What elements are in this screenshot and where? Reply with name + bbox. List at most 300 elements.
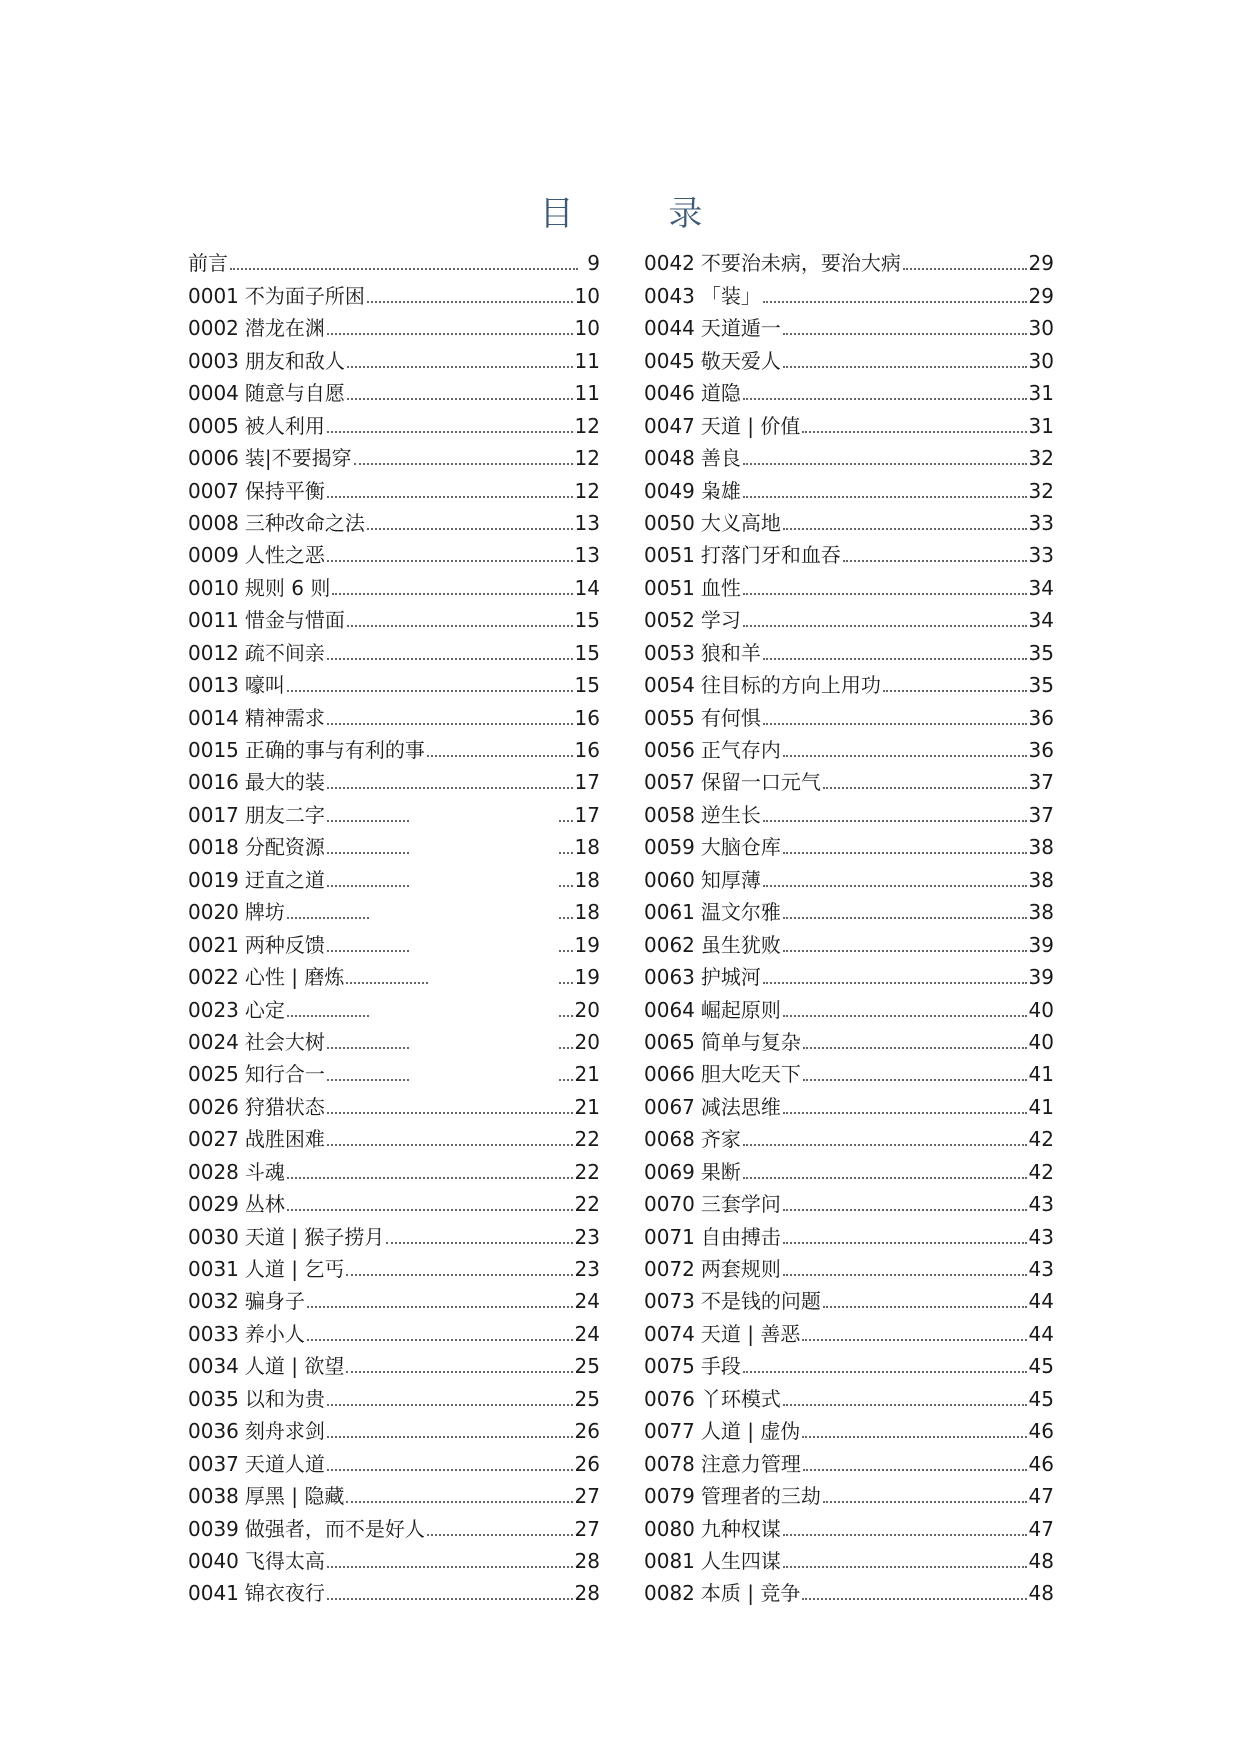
- toc-entry-title: 天道 | 善恶: [700, 1321, 801, 1346]
- toc-dot-leader: [559, 1047, 573, 1049]
- toc-entry-number: 0012: [188, 640, 239, 665]
- toc-entry-title: 正气存内: [700, 738, 781, 762]
- toc-dot-leader: [230, 268, 578, 270]
- toc-entry[interactable]: [644, 990, 1054, 1022]
- toc-entry[interactable]: [644, 795, 1054, 827]
- toc-entry[interactable]: [188, 698, 600, 730]
- toc-dot-leader: [327, 787, 573, 789]
- toc-dot-leader: [287, 917, 369, 919]
- toc-entry-title: 被人利用: [244, 413, 325, 438]
- toc-dot-leader: [843, 560, 1027, 562]
- toc-entry[interactable]: [644, 1217, 1054, 1249]
- toc-dot-leader: [803, 1047, 1027, 1049]
- toc-dot-leader: [559, 917, 573, 919]
- toc-entry-page: 18: [574, 900, 600, 925]
- toc-entry-page: 18: [574, 867, 600, 892]
- toc-entry[interactable]: [644, 633, 1054, 665]
- toc-entry[interactable]: [188, 990, 600, 1022]
- toc-entry-page: 17: [574, 770, 600, 795]
- toc-entry-title: 养小人: [244, 1321, 305, 1346]
- toc-entry[interactable]: [644, 374, 1054, 406]
- toc-dot-leader: [287, 690, 573, 692]
- toc-entry[interactable]: [188, 406, 600, 438]
- toc-entry-number: 0081: [644, 1548, 695, 1573]
- toc-entry-page: 14: [574, 575, 600, 600]
- toc-entry-title: 胆大吃天下: [700, 1062, 801, 1087]
- toc-entry[interactable]: [188, 860, 600, 892]
- toc-entry[interactable]: [188, 568, 600, 600]
- toc-entry[interactable]: [188, 1120, 600, 1152]
- toc-entry-page: 37: [1028, 770, 1054, 795]
- toc-entry-page: 28: [574, 1581, 600, 1606]
- toc-entry-title: 最大的装: [244, 770, 325, 795]
- toc-entry[interactable]: [644, 1379, 1054, 1411]
- toc-entry-page: 22: [574, 1159, 600, 1184]
- toc-entry[interactable]: [644, 504, 1054, 536]
- toc-entry-page: 21: [574, 1094, 600, 1119]
- toc-entry[interactable]: [644, 1087, 1054, 1119]
- toc-entry-title: 迂直之道: [244, 867, 325, 892]
- toc-entry-page: 42: [1028, 1127, 1054, 1152]
- toc-entry-title: 以和为贵: [244, 1386, 325, 1411]
- toc-entry-title: 温文尔雅: [700, 900, 781, 925]
- toc-entry-page: 30: [1028, 316, 1054, 341]
- toc-entry[interactable]: [644, 925, 1054, 957]
- toc-right-column: [644, 244, 1054, 1606]
- toc-entry-page: 15: [574, 673, 600, 698]
- toc-entry[interactable]: [188, 1444, 600, 1476]
- toc-entry-page: 17: [574, 802, 600, 827]
- toc-entry-number: 0046: [644, 381, 695, 406]
- toc-dot-leader: [783, 755, 1027, 757]
- toc-entry[interactable]: [644, 1055, 1054, 1087]
- toc-entry[interactable]: [644, 568, 1054, 600]
- toc-entry[interactable]: [644, 1412, 1054, 1444]
- toc-entry[interactable]: [188, 1185, 600, 1217]
- toc-dot-leader: [346, 1371, 572, 1373]
- toc-entry[interactable]: [644, 731, 1054, 763]
- toc-entry-title: 天道 | 猴子捞月: [244, 1224, 385, 1249]
- toc-entry-page: 12: [574, 446, 600, 471]
- toc-entry-page: 41: [1028, 1094, 1054, 1119]
- toc-entry-number: 0031: [188, 1257, 239, 1281]
- toc-dot-leader: [559, 1079, 573, 1081]
- toc-entry-page: 38: [1028, 900, 1054, 925]
- toc-entry[interactable]: [644, 244, 1054, 276]
- toc-entry-number: 0036: [188, 1419, 239, 1444]
- toc-dot-leader: [743, 496, 1027, 498]
- toc-entry-number: 0011: [188, 608, 239, 633]
- toc-entry-title: 狼和羊: [700, 640, 761, 665]
- toc-entry-title: 崛起原则: [700, 997, 781, 1022]
- toc-entry-number: 0038: [188, 1484, 239, 1509]
- toc-entry[interactable]: [188, 1023, 600, 1055]
- toc-entry-page: 43: [1028, 1192, 1054, 1217]
- toc-entry-number: 0066: [644, 1062, 695, 1087]
- toc-dot-leader: [763, 723, 1027, 725]
- toc-entry-page: 24: [574, 1289, 600, 1314]
- toc-entry-number: 0058: [644, 802, 695, 827]
- toc-entry-title: 天道人道: [244, 1451, 325, 1476]
- toc-entry-number: 0033: [188, 1321, 239, 1346]
- toc-entry[interactable]: [188, 1055, 600, 1087]
- toc-entry-number: 0034: [188, 1354, 239, 1379]
- toc-entry-number: 0059: [644, 835, 695, 860]
- toc-dot-leader: [783, 366, 1027, 368]
- toc-dot-leader: [346, 1501, 572, 1503]
- toc-entry-title: 不是钱的问题: [700, 1289, 821, 1314]
- toc-entry-number: 0074: [644, 1321, 695, 1346]
- toc-dot-leader: [803, 1469, 1027, 1471]
- toc-dot-leader: [823, 787, 1027, 789]
- toc-entry-title: 三种改命之法: [244, 510, 365, 535]
- toc-entry-title: 学习: [700, 608, 741, 633]
- toc-entry-title: 往目标的方向上用功: [700, 673, 881, 698]
- toc-entry[interactable]: [644, 860, 1054, 892]
- toc-entry-page: 11: [574, 381, 600, 406]
- toc-entry-page: 26: [574, 1419, 600, 1444]
- toc-entry-title: 丛林: [244, 1192, 285, 1217]
- toc-dot-leader: [346, 1274, 572, 1276]
- toc-entry-page: 30: [1028, 348, 1054, 373]
- toc-dot-leader: [802, 1436, 1026, 1438]
- toc-dot-leader: [327, 852, 409, 854]
- toc-entry[interactable]: [188, 504, 600, 536]
- toc-entry[interactable]: [644, 276, 1054, 308]
- toc-entry[interactable]: [644, 698, 1054, 730]
- toc-dot-leader: [802, 1339, 1026, 1341]
- toc-entry[interactable]: [188, 601, 600, 633]
- toc-dot-leader: [783, 917, 1027, 919]
- toc-entry[interactable]: [188, 1509, 600, 1541]
- toc-entry-page: 18: [574, 835, 600, 860]
- toc-dot-leader: [327, 1112, 573, 1114]
- toc-entry-number: 0005: [188, 413, 239, 438]
- toc-entry-title: 前言: [188, 251, 228, 276]
- toc-dot-leader: [903, 268, 1027, 270]
- toc-entry-title: 手段: [700, 1354, 741, 1379]
- toc-entry-page: 34: [1028, 608, 1054, 633]
- toc-dot-leader: [783, 1566, 1027, 1568]
- toc-entry[interactable]: [188, 958, 600, 990]
- toc-entry-number: 0004: [188, 381, 239, 406]
- toc-dot-leader: [743, 398, 1027, 400]
- toc-entry-title: 大脑仓库: [700, 835, 781, 860]
- toc-entry-title: 血性: [700, 575, 741, 600]
- toc-entry[interactable]: [188, 309, 600, 341]
- toc-entry-page: 11: [574, 348, 600, 373]
- toc-dot-leader: [327, 333, 573, 335]
- toc-entry-title: 果断: [700, 1159, 741, 1184]
- toc-entry-page: 40: [1028, 1029, 1054, 1054]
- toc-dot-leader: [559, 885, 573, 887]
- toc-entry-title: 惜金与惜面: [244, 608, 345, 633]
- toc-entry[interactable]: [644, 1314, 1054, 1346]
- toc-entry[interactable]: [188, 1282, 600, 1314]
- toc-entry[interactable]: [188, 1152, 600, 1184]
- toc-entry-number: 0010: [188, 575, 239, 600]
- toc-entry[interactable]: [188, 1412, 600, 1444]
- toc-entry-page: 47: [1028, 1484, 1054, 1509]
- toc-entry-title: 两套规则: [700, 1257, 781, 1281]
- toc-entry-title: 「装」: [700, 283, 761, 308]
- toc-entry-page: 40: [1028, 997, 1054, 1022]
- toc-entry-title: 敬天爱人: [700, 348, 781, 373]
- toc-entry[interactable]: [644, 536, 1054, 568]
- toc-entry-title: 心定: [244, 997, 285, 1022]
- toc-entry-number: 0057: [644, 770, 695, 795]
- toc-entry-number: 0055: [644, 705, 695, 730]
- toc-entry-title: 两种反馈: [244, 932, 325, 957]
- toc-entry-title: 随意与自愿: [244, 381, 345, 406]
- toc-dot-leader: [287, 1209, 573, 1211]
- toc-entry-number: 0003: [188, 348, 239, 373]
- toc-entry-page: 43: [1028, 1224, 1054, 1249]
- toc-dot-leader: [783, 1404, 1027, 1406]
- toc-entry-page: 10: [574, 283, 600, 308]
- toc-entry[interactable]: [188, 471, 600, 503]
- toc-entry-page: 27: [574, 1516, 600, 1541]
- toc-entry-title: 知行合一: [244, 1062, 325, 1087]
- toc-entry[interactable]: [644, 1282, 1054, 1314]
- toc-entry-page: 21: [574, 1062, 600, 1087]
- toc-entry[interactable]: [188, 1477, 600, 1509]
- toc-entry-number: 0042: [644, 251, 695, 276]
- toc-entry[interactable]: [188, 276, 600, 308]
- toc-dot-leader: [763, 982, 1027, 984]
- toc-entry[interactable]: [644, 1120, 1054, 1152]
- toc-entry-number: 0076: [644, 1386, 695, 1411]
- toc-dot-leader: [327, 1047, 409, 1049]
- toc-entry-title: 心性 | 磨炼: [244, 965, 345, 990]
- toc-entry[interactable]: [188, 893, 600, 925]
- toc-dot-leader: [307, 1306, 573, 1308]
- toc-entry-number: 0023: [188, 997, 239, 1022]
- toc-entry-page: 38: [1028, 835, 1054, 860]
- toc-entry[interactable]: [644, 1477, 1054, 1509]
- toc-entry-page: 35: [1028, 673, 1054, 698]
- toc-entry-page: 47: [1028, 1516, 1054, 1541]
- toc-dot-leader: [332, 593, 572, 595]
- toc-entry-page: 29: [1028, 251, 1054, 276]
- toc-entry[interactable]: [188, 1574, 600, 1606]
- toc-entry-page: 26: [574, 1451, 600, 1476]
- toc-entry[interactable]: [188, 666, 600, 698]
- toc-entry[interactable]: [644, 439, 1054, 471]
- toc-entry[interactable]: [644, 309, 1054, 341]
- toc-entry-page: 22: [574, 1127, 600, 1152]
- toc-entry[interactable]: [644, 471, 1054, 503]
- toc-entry[interactable]: [644, 1250, 1054, 1282]
- toc-entry-number: 0061: [644, 900, 695, 925]
- toc-entry[interactable]: [188, 763, 600, 795]
- toc-dot-leader: [559, 950, 573, 952]
- toc-entry-number: 0007: [188, 478, 239, 503]
- toc-entry[interactable]: [644, 1509, 1054, 1541]
- toc-entry[interactable]: [644, 406, 1054, 438]
- toc-entry[interactable]: [644, 1185, 1054, 1217]
- toc-entry-page: 32: [1028, 446, 1054, 471]
- toc-dot-leader: [743, 1371, 1027, 1373]
- toc-entry-number: 0013: [188, 673, 239, 698]
- toc-dot-leader: [743, 463, 1027, 465]
- toc-entry-title: 自由搏击: [700, 1224, 781, 1249]
- toc-entry-page: 19: [574, 965, 600, 990]
- toc-entry-page: 33: [1028, 543, 1054, 568]
- toc-entry-page: 37: [1028, 802, 1054, 827]
- toc-entry-title: 大义高地: [700, 510, 781, 535]
- toc-dot-leader: [783, 1112, 1027, 1114]
- toc-entry[interactable]: [644, 1542, 1054, 1574]
- toc-entry[interactable]: [188, 925, 600, 957]
- toc-dot-leader: [327, 658, 573, 660]
- toc-dot-leader: [327, 1469, 573, 1471]
- toc-left-column: [188, 244, 600, 1606]
- toc-entry-page: 38: [1028, 867, 1054, 892]
- toc-entry-page: 33: [1028, 510, 1054, 535]
- toc-entry-title: 打落门牙和血吞: [700, 543, 841, 568]
- toc-entry-title: 正确的事与有利的事: [244, 738, 425, 762]
- toc-entry[interactable]: [188, 244, 600, 276]
- toc-entry[interactable]: [188, 1314, 600, 1346]
- toc-entry-title: 人道 | 欲望: [244, 1354, 345, 1379]
- toc-entry-number: 0051: [644, 575, 695, 600]
- toc-entry-number: 0032: [188, 1289, 239, 1314]
- toc-entry[interactable]: [188, 1250, 600, 1282]
- toc-entry-number: 0041: [188, 1581, 239, 1606]
- toc-dot-leader: [327, 1079, 409, 1081]
- toc-entry-page: 23: [574, 1224, 600, 1249]
- toc-entry-page: 48: [1028, 1581, 1054, 1606]
- toc-entry-title: 战胜困难: [244, 1127, 325, 1152]
- toc-entry-page: 27: [574, 1484, 600, 1509]
- toc-dot-leader: [327, 1436, 573, 1438]
- toc-dot-leader: [743, 593, 1027, 595]
- toc-entry-page: 9: [587, 251, 600, 276]
- toc-entry-page: 34: [1028, 575, 1054, 600]
- toc-entry[interactable]: [644, 341, 1054, 373]
- toc-entry-number: 0027: [188, 1127, 239, 1152]
- toc-dot-leader: [354, 463, 573, 465]
- toc-entry[interactable]: [188, 374, 600, 406]
- toc-entry-title: 不为面子所困: [244, 283, 365, 308]
- toc-entry[interactable]: [188, 1217, 600, 1249]
- toc-dot-leader: [743, 1144, 1027, 1146]
- toc-entry[interactable]: [644, 1347, 1054, 1379]
- toc-entry-page: 45: [1028, 1354, 1054, 1379]
- toc-entry-page: 10: [574, 316, 600, 341]
- toc-dot-leader: [327, 1404, 573, 1406]
- toc-entry-number: 0024: [188, 1029, 239, 1054]
- toc-entry-title: 护城河: [700, 965, 761, 990]
- toc-entry-title: 本质 | 竞争: [700, 1581, 801, 1606]
- toc-entry-page: 20: [574, 1029, 600, 1054]
- toc-entry-title: 不要治未病，要治大病: [700, 251, 901, 276]
- toc-dot-leader: [307, 1339, 573, 1341]
- toc-dot-leader: [327, 1566, 573, 1568]
- toc-entry-number: 0079: [644, 1484, 695, 1509]
- toc-dot-leader: [287, 1015, 369, 1017]
- toc-entry[interactable]: [188, 828, 600, 860]
- toc-entry-page: 16: [574, 705, 600, 730]
- toc-entry[interactable]: [188, 341, 600, 373]
- toc-dot-leader: [427, 1534, 573, 1536]
- toc-entry-title: 疏不间亲: [244, 640, 325, 665]
- toc-entry-title: 牌坊: [244, 900, 285, 925]
- toc-entry-number: 0021: [188, 932, 239, 957]
- toc-entry-page: 35: [1028, 640, 1054, 665]
- toc-entry[interactable]: [644, 1574, 1054, 1606]
- toc-entry-number: 0045: [644, 348, 695, 373]
- toc-entry[interactable]: [188, 1347, 600, 1379]
- toc-entry[interactable]: [644, 763, 1054, 795]
- toc-entry-page: 36: [1028, 705, 1054, 730]
- toc-entry-title: 刻舟求剑: [244, 1419, 325, 1444]
- toc-entry[interactable]: [644, 1444, 1054, 1476]
- toc-entry[interactable]: [188, 536, 600, 568]
- toc-entry-title: 斗魂: [244, 1159, 285, 1184]
- toc-entry[interactable]: [644, 1152, 1054, 1184]
- toc-entry[interactable]: [188, 1087, 600, 1119]
- toc-dot-leader: [559, 982, 573, 984]
- toc-entry[interactable]: [188, 1379, 600, 1411]
- toc-entry-number: 0019: [188, 867, 239, 892]
- toc-entry-title: 潜龙在渊: [244, 316, 325, 341]
- toc-entry-title: 道隐: [700, 381, 741, 406]
- toc-dot-leader: [802, 1598, 1026, 1600]
- toc-entry-number: 0017: [188, 802, 239, 827]
- toc-entry-title: 九种权谋: [700, 1516, 781, 1541]
- toc-entry-number: 0039: [188, 1516, 239, 1541]
- toc-entry[interactable]: [644, 958, 1054, 990]
- toc-dot-leader: [783, 528, 1027, 530]
- toc-dot-leader: [783, 1015, 1027, 1017]
- toc-entry[interactable]: [188, 1542, 600, 1574]
- toc-entry-title: 人道 | 乞丐: [244, 1257, 345, 1281]
- toc-entry[interactable]: [188, 439, 600, 471]
- toc-entry-number: 0014: [188, 705, 239, 730]
- toc-entry-number: 0044: [644, 316, 695, 341]
- toc-entry-title: 分配资源: [244, 835, 325, 860]
- toc-entry[interactable]: [644, 601, 1054, 633]
- toc-entry-page: 31: [1028, 381, 1054, 406]
- toc-dot-leader: [347, 366, 573, 368]
- toc-dot-leader: [367, 301, 573, 303]
- toc-entry-title: 丫环模式: [700, 1386, 781, 1411]
- toc-entry-number: 0053: [644, 640, 695, 665]
- toc-entry[interactable]: [644, 1023, 1054, 1055]
- toc-dot-leader: [763, 885, 1027, 887]
- toc-entry[interactable]: [188, 633, 600, 665]
- toc-entry[interactable]: [188, 795, 600, 827]
- toc-dot-leader: [803, 1079, 1027, 1081]
- toc-entry[interactable]: [644, 828, 1054, 860]
- toc-dot-leader: [327, 1598, 573, 1600]
- toc-entry[interactable]: [644, 666, 1054, 698]
- toc-entry-page: 13: [574, 510, 600, 535]
- toc-entry-title: 保持平衡: [244, 478, 325, 503]
- toc-entry-number: 0016: [188, 770, 239, 795]
- toc-entry-number: 0049: [644, 478, 695, 503]
- toc-entry[interactable]: [188, 731, 600, 763]
- toc-entry-page: 44: [1028, 1289, 1054, 1314]
- toc-entry-number: 0048: [644, 446, 695, 471]
- toc-entry[interactable]: [644, 893, 1054, 925]
- toc-dot-leader: [783, 1274, 1027, 1276]
- toc-entry-number: 0047: [644, 413, 695, 438]
- toc-entry-page: 48: [1028, 1548, 1054, 1573]
- toc-entry-title: 逆生长: [700, 802, 761, 827]
